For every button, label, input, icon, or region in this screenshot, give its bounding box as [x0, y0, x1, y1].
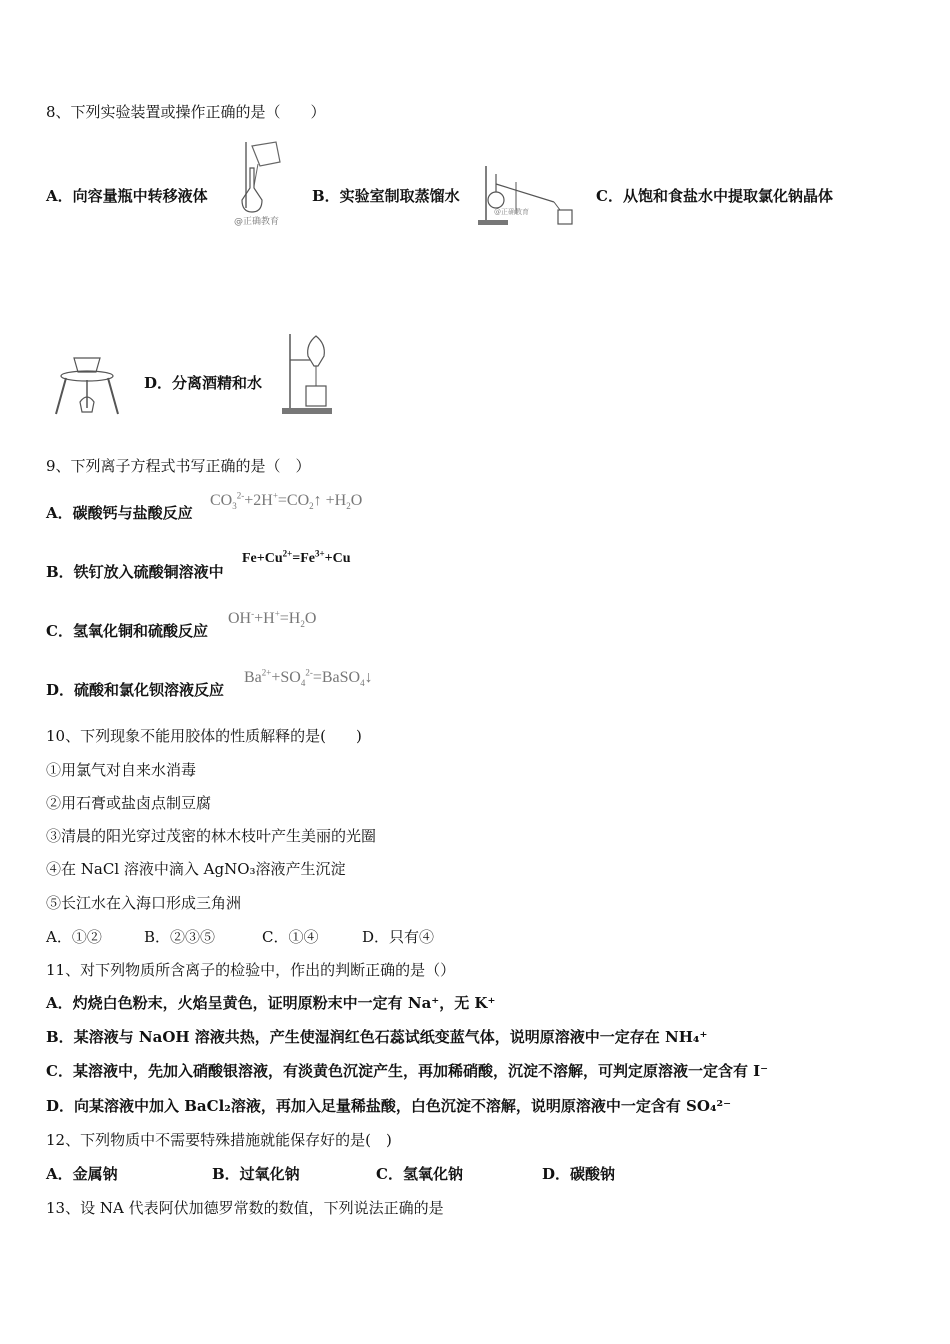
- q9-option-a: A．碳酸钙与盐酸反应: [46, 504, 193, 522]
- distillation-apparatus-figure: [476, 162, 578, 230]
- q10-item-4: ④在 NaCl 溶液中滴入 AgNO₃溶液产生沉淀: [46, 860, 346, 878]
- q10-option-b: B．②③⑤: [144, 928, 216, 946]
- separatory-funnel-figure: [280, 330, 336, 416]
- q9-b-formula: $Fe+Cu^{2+}=Fe^{3+}+Cu$: [242, 548, 351, 566]
- q11-option-a: A．灼烧白色粉末，火焰呈黄色，证明原粉末中一定有 Na⁺，无 K⁺: [46, 994, 496, 1012]
- q8-option-d: D．分离酒精和水: [144, 374, 263, 392]
- q8-option-c: C．从饱和食盐水中提取氯化钠晶体: [596, 187, 833, 205]
- q10-stem: 10、下列现象不能用胶体的性质解释的是( ): [46, 727, 362, 745]
- q12-stem: 12、下列物质中不需要特殊措施就能保存好的是( ): [46, 1131, 392, 1149]
- q8-option-b: B．实验室制取蒸馏水: [312, 187, 460, 205]
- q10-item-5: ⑤长江水在入海口形成三角洲: [46, 894, 242, 912]
- q13-stem: 13、设 NA 代表阿伏加德罗常数的数值，下列说法正确的是: [46, 1199, 444, 1217]
- q12-option-c: C．氢氧化钠: [376, 1165, 463, 1183]
- watermark-text-2: @正确教育: [494, 208, 529, 216]
- q9-a-formula: $CO_3^{2-}+2H^+=CO_2↑ +H_2O$: [210, 490, 363, 512]
- q12-option-d: D．碳酸钠: [542, 1165, 616, 1183]
- volumetric-flask-figure: [232, 138, 288, 230]
- q8-stem: 8、下列实验装置或操作正确的是（ ）: [46, 103, 326, 121]
- q11-option-b: B．某溶液与 NaOH 溶液共热，产生使湿润红色石蕊试纸变蓝气体，说明原溶液中一定存在 NH₄⁺: [46, 1028, 708, 1046]
- q9-option-c: C．氢氧化铜和硫酸反应: [46, 622, 208, 640]
- q10-option-d: D．只有④: [362, 928, 435, 946]
- q12-option-a: A．金属钠: [46, 1165, 118, 1183]
- q10-item-1: ①用氯气对自来水消毒: [46, 761, 197, 779]
- q11-option-c: C．某溶液中，先加入硝酸银溶液，有淡黄色沉淀产生，再加稀硝酸，沉淀不溶解，可判定原溶液一定含有 I⁻: [46, 1062, 769, 1080]
- q9-option-b: B．铁钉放入硫酸铜溶液中: [46, 563, 224, 581]
- q10-item-3: ③清晨的阳光穿过茂密的林木枝叶产生美丽的光圈: [46, 827, 377, 845]
- q10-option-a: A．①②: [46, 928, 102, 946]
- q9-c-formula: $OH^-+H^+=H_2O$: [228, 608, 317, 630]
- q11-option-d: D．向某溶液中加入 BaCl₂溶液，再加入足量稀盐酸，白色沉淀不溶解，说明原溶液中一定含有 SO₄²⁻: [46, 1097, 732, 1115]
- q10-item-2: ②用石膏或盐卤点制豆腐: [46, 794, 212, 812]
- q9-d-formula: $Ba^{2+}+SO_4^{2-}=BaSO_4↓$: [244, 667, 373, 689]
- q9-option-d: D．硫酸和氯化钡溶液反应: [46, 681, 225, 699]
- q12-option-b: B．过氧化钠: [212, 1165, 300, 1183]
- evaporation-dish-figure: [52, 352, 122, 418]
- q8-option-a: A．向容量瓶中转移液体: [46, 187, 208, 205]
- q10-option-c: C．①④: [262, 928, 319, 946]
- q11-stem: 11、对下列物质所含离子的检验中，作出的判断正确的是（）: [46, 961, 456, 979]
- watermark-text: @正确教育: [234, 217, 280, 227]
- q9-stem: 9、下列离子方程式书写正确的是（ ）: [46, 457, 311, 475]
